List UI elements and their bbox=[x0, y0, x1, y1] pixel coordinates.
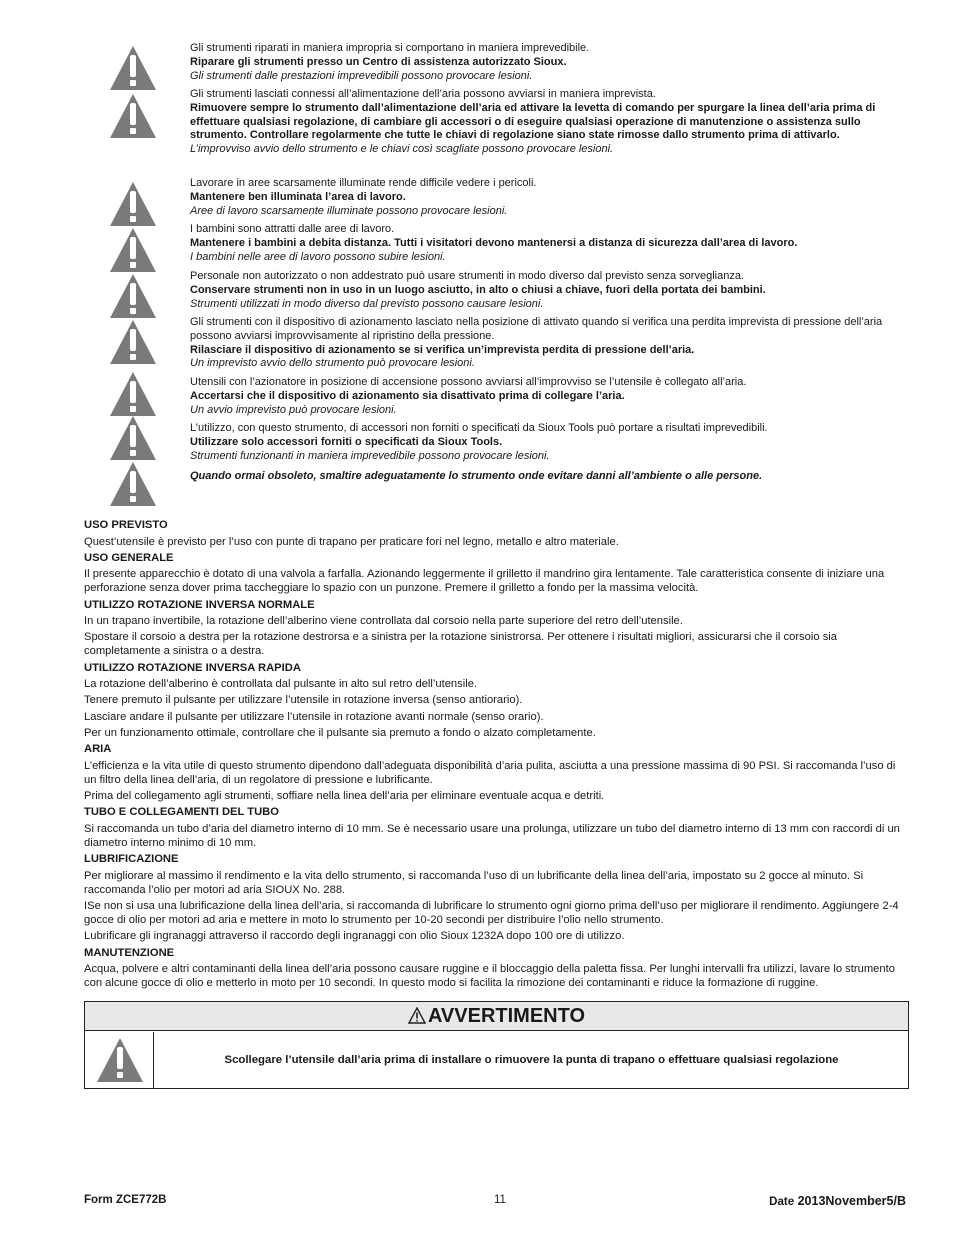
section-paragraph: L’efficienza e la vita utile di questo strumento dipendono dall’adeguata disponibilità d’aria pulita, asciutta a una pressione massima di 90 PSI. Si raccomanda l’uso di un filtro della linea dell’aria, di un regolatore di pressione e lubrificante. bbox=[84, 759, 896, 786]
warning-consequence: I bambini nelle aree di lavoro possono subire lesioni. bbox=[190, 250, 446, 263]
warning-instruction: Accertarsi che il dispositivo di azionamento sia disattivato prima di collegare l’aria. bbox=[190, 389, 625, 402]
warning-instruction: Mantenere i bambini a debita distanza. Tutti i visitatori devono mantenersi a distanza di sicurezza dall’area di lavoro. bbox=[190, 236, 798, 249]
section-paragraph: La rotazione dell’alberino è controllata dal pulsante in alto sul retro dell’utensile. bbox=[84, 678, 478, 691]
section-paragraph: Lasciare andare il pulsante per utilizzare l’utensile in rotazione avanti normale (senso orario). bbox=[84, 710, 544, 723]
warning-hazard: L’utilizzo, con questo strumento, di accessori non forniti o specificati da Sioux Tools può portare a risultati imprevedibili. bbox=[190, 422, 768, 434]
exclamation-triangle-icon bbox=[95, 1036, 145, 1084]
warning-box-header bbox=[85, 1002, 908, 1031]
exclamation-triangle-icon bbox=[108, 180, 158, 228]
form-number: Form ZCE772B bbox=[84, 1194, 167, 1206]
warning-hazard: Gli strumenti con il dispositivo di azionamento lasciato nella posizione di attivato quando si verifica una perdita imprevista di pressione dell’aria possono avviarsi improvvisamente al ripristino della pressione. bbox=[190, 316, 883, 342]
warning-hazard: Quando ormai obsoleto, smaltire adeguatamente lo strumento onde evitare danni all’ambiente o alle persone. bbox=[190, 470, 763, 482]
warning-consequence: L’improvviso avvio dello strumento e le chiavi così scagliate possono provocare lesioni. bbox=[190, 143, 614, 156]
section-paragraph: Spostare il corsoio a destra per la rotazione destrorsa e a sinistra per la rotazione sinistrorsa. Per ottenere i risultati migliori, assicurarsi che il corsoio sia completamente a sinistra o a destra. bbox=[84, 631, 837, 658]
exclamation-triangle-icon bbox=[108, 226, 158, 274]
exclamation-triangle-icon bbox=[108, 370, 158, 418]
warning-text bbox=[190, 42, 915, 83]
section-heading: UTILIZZO ROTAZIONE INVERSA NORMALE bbox=[84, 598, 315, 611]
warning-text bbox=[190, 470, 915, 484]
section-paragraph: Per migliorare al massimo il rendimento e la vita dello strumento, si raccomanda l’uso di un lubrificante della linea dell’aria, impostato su 2 gocce al minuto. Si raccomanda l’olio per motori ad aria SIOUX No. 288. bbox=[84, 869, 864, 896]
warning-consequence: Gli strumenti dalle prestazioni imprevedibili possono provocare lesioni. bbox=[190, 69, 533, 82]
exclamation-triangle-icon bbox=[108, 272, 158, 320]
section-heading: UTILIZZO ROTAZIONE INVERSA RAPIDA bbox=[84, 661, 301, 674]
section-heading: USO PREVISTO bbox=[84, 519, 168, 531]
section-paragraph: Si raccomanda un tubo d’aria del diametro interno di 10 mm. Se è necessario usare una prolunga, utilizzare un tubo del diametro interno di 13 mm con raccordi di un diametro interno minimo di 10 mm. bbox=[84, 822, 900, 849]
exclamation-triangle-icon bbox=[108, 414, 158, 462]
exclamation-triangle-icon bbox=[108, 318, 158, 366]
warning-text bbox=[190, 316, 915, 371]
section-paragraph: Prima del collegamento agli strumenti, soffiare nella linea dell’aria per eliminare eventuale acqua e detriti. bbox=[84, 790, 605, 803]
warning-instruction: Mantenere ben illuminata l’area di lavoro. bbox=[190, 190, 406, 203]
warning-instruction: Rilasciare il dispositivo di azionamento se si verifica un’imprevista perdita di pressione dell’aria. bbox=[190, 343, 695, 356]
date-value: 2013November5/B bbox=[797, 1194, 906, 1208]
section-paragraph: Tenere premuto il pulsante per utilizzare l’utensile in rotazione inversa (senso antiorario). bbox=[84, 694, 523, 707]
section-heading: USO GENERALE bbox=[84, 551, 174, 564]
warning-triangle-icon bbox=[408, 1004, 426, 1032]
warning-instruction: Rimuovere sempre lo strumento dall’alimentazione dell’aria ed attivare la levetta di comando per spurgare la linea dell’aria prima di effettuare qualsiasi regolazione, di cambiare gli accessori o di eseguire qualsiasi operazione di manutenzione o assistenza sullo strumento. Controllare regolarmente che tutte le chiavi di regolazione siano state rimosse dallo strumento prima di attivarlo. bbox=[190, 101, 876, 142]
section-heading: MANUTENZIONE bbox=[84, 946, 175, 959]
instructions-body bbox=[84, 516, 910, 992]
warning-text bbox=[190, 177, 915, 218]
warning-text bbox=[190, 422, 915, 463]
warning-consequence: Aree di lavoro scarsamente illuminate possono provocare lesioni. bbox=[190, 204, 508, 217]
warning-box bbox=[84, 1001, 909, 1089]
warning-hazard: I bambini sono attratti dalle aree di lavoro. bbox=[190, 223, 395, 235]
section-paragraph: ISe non si usa una lubrificazione della linea dell’aria, si raccomanda di lubrificare lo strumento ogni giorno prima dell’uso per migliorare il rendimento. Aggiungere 2-4 gocce di olio per motori ad aria e mettere in moto lo strumento per 10-20 secondi per distribuire l’olio nello strumento. bbox=[84, 900, 899, 927]
section-heading: ARIA bbox=[84, 743, 112, 756]
warning-text bbox=[190, 88, 915, 157]
warning-instruction: Conservare strumenti non in uso in un luogo asciutto, in alto o chiusi a chiave, fuori della portata dei bambini. bbox=[190, 283, 766, 296]
warning-box-title: AVVERTIMENTO bbox=[427, 1005, 586, 1027]
warning-hazard: Lavorare in aree scarsamente illuminate rende difficile vedere i pericoli. bbox=[190, 177, 537, 189]
warning-consequence: Strumenti utilizzati in modo diverso dal previsto possono causare lesioni. bbox=[190, 297, 544, 310]
warning-hazard: Gli strumenti riparati in maniera impropria si comportano in maniera imprevedibile. bbox=[190, 42, 590, 54]
date-label: Date bbox=[769, 1196, 795, 1208]
warning-hazard: Utensili con l’azionatore in posizione di accensione possono avviarsi all’improvviso se l’utensile è collegato all’aria. bbox=[190, 376, 747, 388]
warning-instruction: Riparare gli strumenti presso un Centro di assistenza autorizzato Sioux. bbox=[190, 55, 567, 68]
warning-text bbox=[190, 223, 915, 264]
section-heading: TUBO E COLLEGAMENTI DEL TUBO bbox=[84, 806, 279, 819]
warning-box-message: Scollegare l’utensile dall’aria prima di installare o rimuovere la punta di trapano o effettuare qualsiasi regolazione bbox=[224, 1053, 839, 1066]
warning-consequence: Strumenti funzionanti in maniera imprevedibile possono provocare lesioni. bbox=[190, 449, 550, 462]
warning-box-icon-cell bbox=[85, 1032, 154, 1089]
section-paragraph: Acqua, polvere e altri contaminanti della linea dell’aria possono causare ruggine e il bloccaggio della paletta fissa. Per lunghi intervalli fra utilizzi, lavare lo strumento con alcune gocce di olio e metterlo in moto per 10 secondi. In questo modo si facilita la rimozione dei contaminanti e riduce la formazione di ruggine. bbox=[84, 963, 895, 990]
warning-hazard: Personale non autorizzato o non addestrato può usare strumenti in modo diverso dal previsto senza sorveglianza. bbox=[190, 270, 744, 282]
warning-consequence: Un avvio imprevisto può provocare lesioni. bbox=[190, 403, 397, 416]
warning-text bbox=[190, 376, 915, 417]
warning-consequence: Un imprevisto avvio dello strumento può provocare lesioni. bbox=[190, 357, 475, 370]
warning-instruction: Utilizzare solo accessori forniti o specificati da Sioux Tools. bbox=[190, 435, 503, 448]
section-paragraph: Il presente apparecchio è dotato di una valvola a farfalla. Azionando leggermente il grilletto il mandrino gira lentamente. Tale caratteristica consente di iniziare una perforazione senza dover prima taccheggiare lo spazio con un punzone. Premere il grilletto a fondo per la massima velocità. bbox=[84, 568, 885, 595]
page-number: 11 bbox=[494, 1194, 506, 1206]
section-paragraph: Lubrificare gli ingranaggi attraverso il raccordo degli ingranaggi con olio Sioux 1232A dopo 100 ore di utilizzo. bbox=[84, 930, 625, 943]
exclamation-triangle-icon bbox=[108, 44, 158, 92]
exclamation-triangle-icon bbox=[108, 92, 158, 140]
section-paragraph: Per un funzionamento ottimale, controllare che il pulsante sia premuto a fondo o alzato completamente. bbox=[84, 727, 596, 740]
warning-hazard: Gli strumenti lasciati connessi all’alimentazione dell’aria possono avviarsi in maniera imprevista. bbox=[190, 88, 656, 100]
section-paragraph: In un trapano invertibile, la rotazione dell’alberino viene controllata dal corsoio nella parte superiore del retro dell’utensile. bbox=[84, 615, 683, 628]
section-heading: LUBRIFICAZIONE bbox=[84, 853, 179, 866]
section-paragraph: Quest’utensile è previsto per l’uso con punte di trapano per praticare fori nel legno, metallo e altro materiale. bbox=[84, 535, 619, 548]
footer-date bbox=[769, 1194, 906, 1208]
warning-text bbox=[190, 270, 915, 311]
exclamation-triangle-icon bbox=[108, 460, 158, 508]
